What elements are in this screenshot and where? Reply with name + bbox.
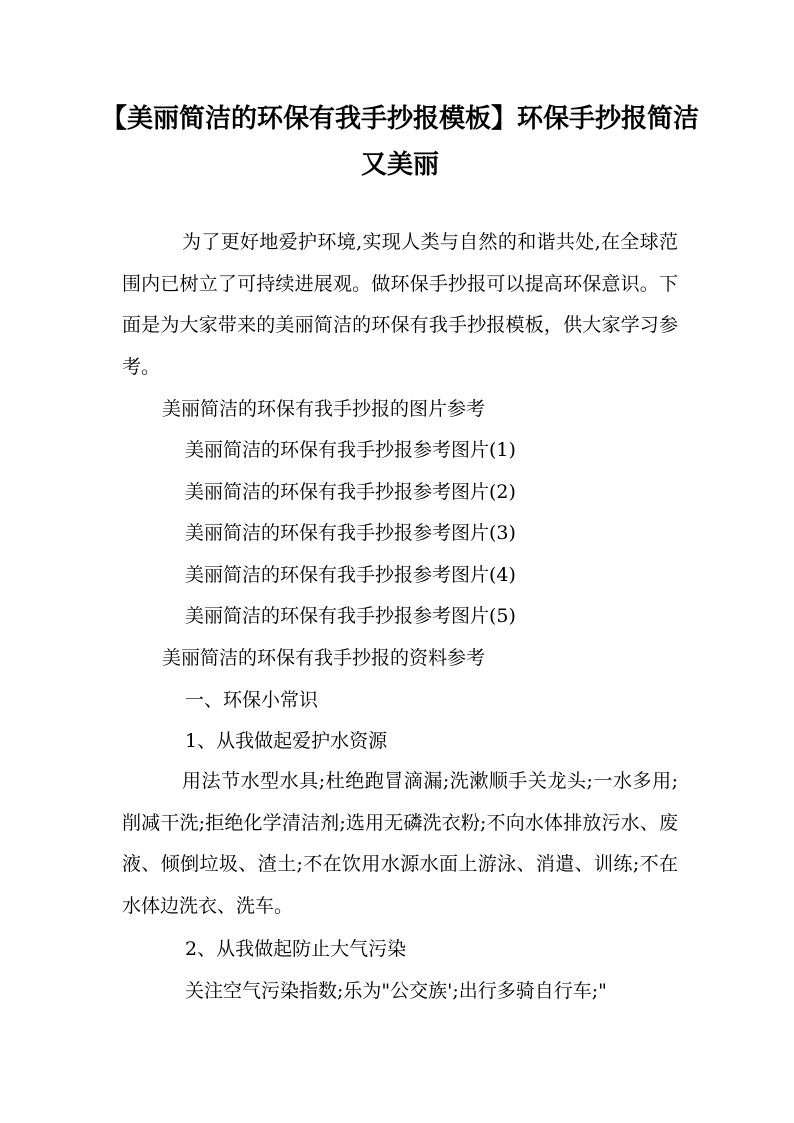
item2-body: 关注空气污染指数;乐为"公交族';出行多骑自行车;" (185, 980, 607, 1002)
image-ref-1: 美丽简洁的环保有我手抄报参考图片(1) (185, 439, 516, 461)
item1-heading: 1、从我做起爱护水资源 (185, 730, 388, 752)
image-ref-4: 美丽简洁的环保有我手抄报参考图片(4) (185, 564, 516, 586)
item2-heading: 2、从我做起防止大气污染 (185, 938, 407, 960)
material-section-heading: 美丽简洁的环保有我手抄报的资料参考 (162, 647, 486, 669)
document-title: 【美丽简洁的环保有我手抄报模板】环保手抄报简洁又美丽 (100, 104, 699, 180)
image-ref-5: 美丽简洁的环保有我手抄报参考图片(5) (185, 605, 516, 627)
image-section-heading: 美丽简洁的环保有我手抄报的图片参考 (162, 398, 486, 420)
intro-paragraph: 为了更好地爱护环境,实现人类与自然的和谐共处,在全球范围内已树立了可持续进展观。做环保手抄报可以提高环保意识。下面是为大家带来的美丽简洁的环保有我手抄报模板，供大家学习参考。 (122, 231, 678, 378)
item1-body: 用法节水型水具;杜绝跑冒滴漏;洗漱顺手关龙头;一水多用;削减干洗;拒绝化学清洁剂;选用无磷洗衣粉;不向水体排放污水、废液、倾倒垃圾、渣土;不在饮用水源水面上游泳、消遣、训练;不在水体边洗衣、洗车。 (122, 770, 678, 917)
subsection-heading: 一、环保小常识 (185, 689, 319, 711)
image-ref-3: 美丽简洁的环保有我手抄报参考图片(3) (185, 522, 516, 544)
image-ref-2: 美丽简洁的环保有我手抄报参考图片(2) (185, 481, 516, 503)
